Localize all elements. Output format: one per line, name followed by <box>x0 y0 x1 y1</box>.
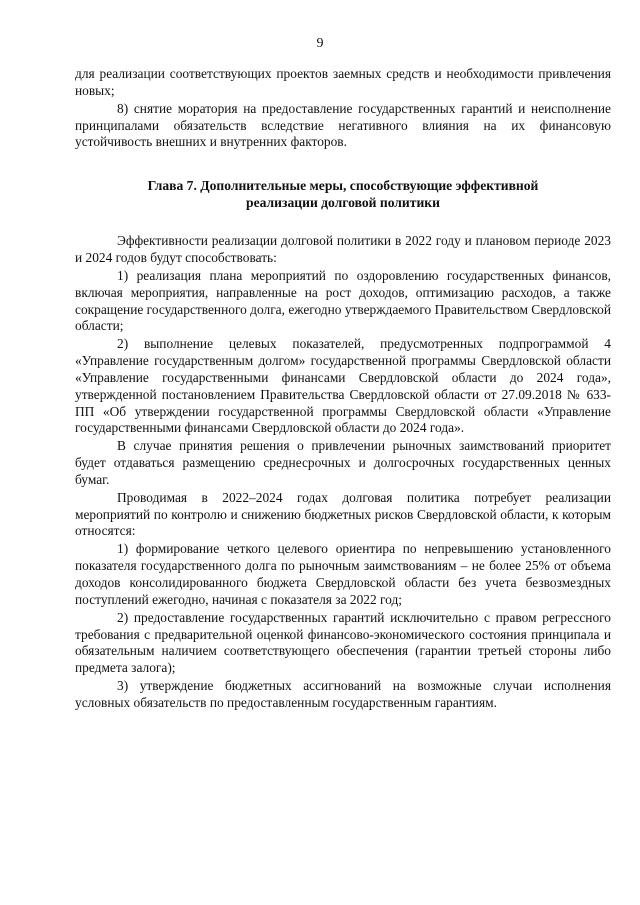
paragraph-risk-measures: Проводимая в 2022–2024 годах долговая политика потребует реализации мероприятий по контролю и снижению бюджетных рисков Свердловской области, к которым относятся: <box>75 489 611 539</box>
document-body <box>75 66 611 713</box>
paragraph-market-borrowing: В случае принятия решения о привлечении рыночных заимствований приоритет будет отдаваться размещению среднесрочных и долгосрочных государственных ценных бумаг. <box>75 438 611 487</box>
list-item-2: 2) выполнение целевых показателей, предусмотренных подпрограммой 4 «Управление государственным долгом» государственной программы Свердловской области «Управление государственными финансами Свердловской области до 2024 года», утвержденной постановлением Правительства Свердловской области от 27.09.2018 № 633-ПП «Об утверждении государственной программы Свердловской области «Управление государственными финансами Свердловской области до 2024 года». <box>75 336 611 436</box>
chapter-heading-line2: реализации долговой политики <box>246 195 440 211</box>
risk-list-item-1: 1) формирование четкого целевого ориентира по непревышению установленного показателя государственного долга по рыночным заимствованиям – не более 25% от объема доходов консолидированного бюджета Свердловской области без учета безвозмездных поступлений ежегодно, начиная с показателя за 2022 год; <box>75 541 611 607</box>
risk-list-item-3: 3) утверждение бюджетных ассигнований на возможные случаи исполнения условных обязательств по предоставленным государственным гарантиям. <box>75 678 611 710</box>
risk-list-item-2: 2) предоставление государственных гарантий исключительно с правом регрессного требования с предварительной оценкой финансово-экономического состояния принципала и обязательным наличием соответствующего обеспечения (гарантии третьей стороны либо предмета залога); <box>75 609 611 676</box>
list-item-8: 8) снятие моратория на предоставление государственных гарантий и неисполнение принципалами обязательств вследствие негативного влияния на их финансовую устойчивость внешних и внутренних факторов. <box>75 100 611 150</box>
page-number: 9 <box>316 36 324 51</box>
chapter-heading <box>75 177 611 211</box>
chapter-heading-line1: Глава 7. Дополнительные меры, способствующие эффективной <box>147 178 539 194</box>
paragraph-continuation: для реализации соответствующих проектов заемных средств и необходимости привлечения новых; <box>75 66 611 98</box>
list-item-1: 1) реализация плана мероприятий по оздоровлению государственных финансов, включая мероприятия, направленные на рост доходов, оптимизацию расходов, а также сокращение государственного долга, ежегодно утверждаемого Правительством Свердловской области; <box>75 267 611 334</box>
paragraph-intro: Эффективности реализации долговой политики в 2022 году и плановом периоде 2023 и 2024 годов будут способствовать: <box>75 233 611 265</box>
